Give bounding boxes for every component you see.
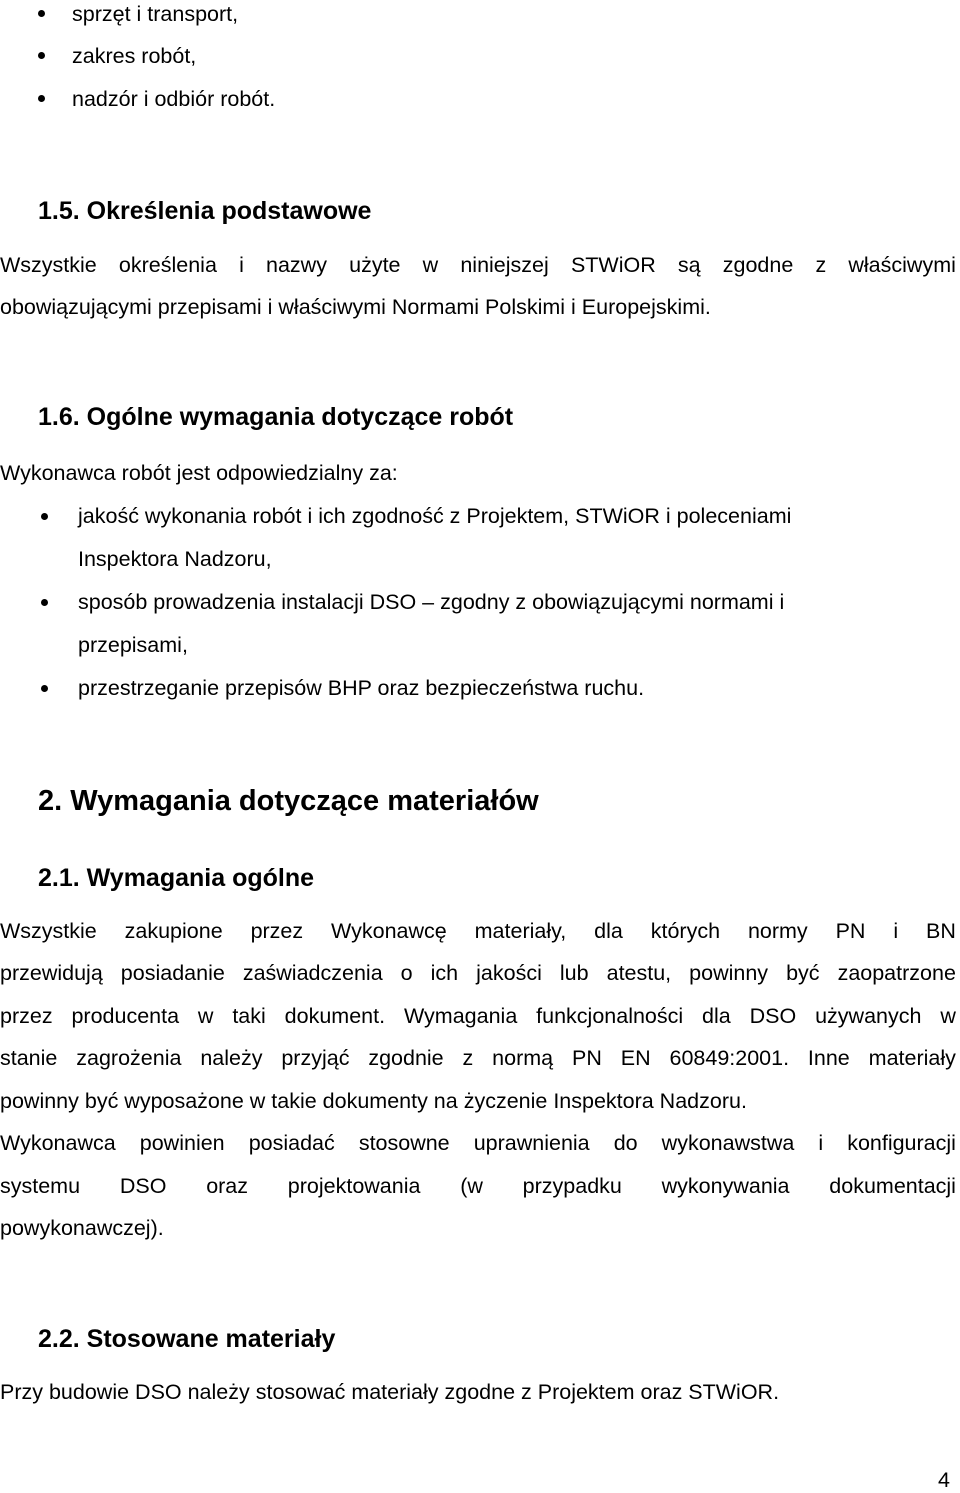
paragraph-line: powinny być wyposażone w takie dokumenty na życzenie Inspektora Nadzoru.	[0, 1089, 747, 1113]
list-item-line: sposób prowadzenia instalacji DSO – zgodny z obowiązującymi normami i	[78, 590, 785, 614]
paragraph-line: powykonawczej).	[0, 1216, 164, 1240]
section-heading-2-2: 2.2. Stosowane materiały	[38, 1325, 336, 1353]
paragraph-line: obowiązującymi przepisami i właściwymi Normami Polskimi i Europejskimi.	[0, 295, 711, 319]
bullet-icon	[41, 599, 48, 606]
list-item-line: Inspektora Nadzoru,	[78, 547, 272, 571]
list-item: nadzór i odbiór robót.	[72, 87, 276, 111]
section-heading-2-1: 2.1. Wymagania ogólne	[38, 864, 315, 892]
bullet-icon	[38, 10, 45, 17]
list-item-line: jakość wykonania robót i ich zgodność z Projektem, STWiOR i poleceniami	[78, 504, 792, 528]
paragraph-intro: Wykonawca robót jest odpowiedzialny za:	[0, 461, 398, 485]
paragraph-line: systemu DSO oraz projektowania (w przypadku wykonywania dokumentacji	[0, 1174, 956, 1198]
paragraph-line: Wykonawca powinien posiadać stosowne uprawnienia do wykonawstwa i konfiguracji	[0, 1131, 956, 1155]
list-item: sprzęt i transport,	[72, 2, 239, 26]
page-number: 4	[938, 1468, 950, 1492]
paragraph-line: stanie zagrożenia należy przyjąć zgodnie z normą PN EN 60849:2001. Inne materiały	[0, 1046, 956, 1070]
bullet-icon	[38, 52, 45, 59]
paragraph-line: Przy budowie DSO należy stosować materiały zgodne z Projektem oraz STWiOR.	[0, 1380, 780, 1404]
section-heading-1-5: 1.5. Określenia podstawowe	[38, 197, 372, 225]
paragraph-line: przez producenta w taki dokument. Wymagania funkcjonalności dla DSO używanych w	[0, 1004, 956, 1028]
paragraph-line: Wszystkie określenia i nazwy użyte w niniejszej STWiOR są zgodne z właściwymi	[0, 253, 956, 277]
section-heading-2: 2. Wymagania dotyczące materiałów	[38, 785, 539, 817]
list-item-line: przepisami,	[78, 633, 188, 657]
list-item: zakres robót,	[72, 44, 197, 68]
bullet-icon	[41, 513, 48, 520]
list-item-line: przestrzeganie przepisów BHP oraz bezpieczeństwa ruchu.	[78, 676, 645, 700]
paragraph-line: Wszystkie zakupione przez Wykonawcę materiały, dla których normy PN i BN	[0, 919, 956, 943]
paragraph-line: przewidują posiadanie zaświadczenia o ich jakości lub atestu, powinny być zaopatrzone	[0, 961, 956, 985]
bullet-icon	[38, 95, 45, 102]
bullet-icon	[41, 685, 48, 692]
section-heading-1-6: 1.6. Ogólne wymagania dotyczące robót	[38, 403, 514, 431]
